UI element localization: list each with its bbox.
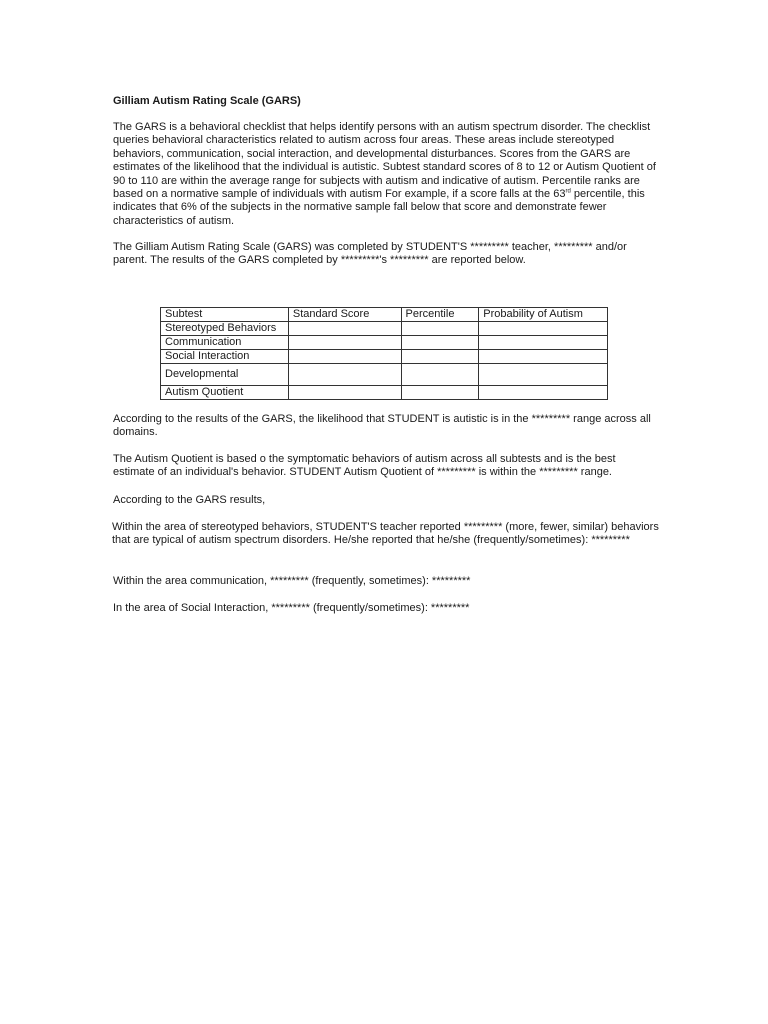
percentile-cell (401, 386, 479, 400)
row-label: Autism Quotient (161, 386, 289, 400)
percentile-cell (401, 322, 479, 336)
communication-paragraph: Within the area communication, ********* (frequently, sometimes): ********* (113, 575, 471, 587)
probability-cell (479, 350, 608, 364)
standard-score-cell (288, 336, 401, 350)
standard-score-cell (288, 350, 401, 364)
standard-score-cell (288, 322, 401, 336)
standard-score-cell (288, 386, 401, 400)
gars-results-table (160, 307, 608, 400)
standard-score-cell (288, 364, 401, 386)
probability-cell (479, 386, 608, 400)
row-label: Social Interaction (161, 350, 289, 364)
according-paragraph: According to the GARS results, (113, 494, 266, 506)
intro-text-continued: percentile, this indicates that 6% of the subjects in the normative sample fall below that score and demonstrate fewer characteristics of autism. (113, 188, 645, 227)
header-standard-score: Standard Score (288, 308, 401, 322)
ordinal-superscript: rd (565, 188, 571, 195)
table-row (161, 386, 608, 400)
header-subtest: Subtest (161, 308, 289, 322)
percentile-cell (401, 364, 479, 386)
document-title: Gilliam Autism Rating Scale (GARS) (113, 95, 301, 107)
table-row (161, 364, 608, 386)
header-probability: Probability of Autism (479, 308, 608, 322)
percentile-cell (401, 336, 479, 350)
header-percentile: Percentile (401, 308, 479, 322)
probability-cell (479, 336, 608, 350)
probability-cell (479, 364, 608, 386)
table-header-row (161, 308, 608, 322)
table-row (161, 322, 608, 336)
row-label: Stereotyped Behaviors (161, 322, 289, 336)
stereotyped-behaviors-paragraph: Within the area of stereotyped behaviors, STUDENT'S teacher reported ********* (more, fewer, similar) behaviors that are typical of autism spectrum disorders. He/she reported that he/she (frequently/sometimes): ********* (112, 521, 659, 547)
likelihood-paragraph: According to the results of the GARS, the likelihood that STUDENT is autistic is in the ********* range across all domains. (113, 413, 651, 439)
autism-quotient-paragraph: The Autism Quotient is based o the symptomatic behaviors of autism across all subtests and is the best estimate of an individual's behavior. STUDENT Autism Quotient of ********* is within the ********* range. (113, 453, 616, 479)
row-label: Developmental (161, 364, 289, 386)
probability-cell (479, 322, 608, 336)
intro-text: The GARS is a behavioral checklist that helps identify persons with an autism spectrum disorder. The checklist queries behavioral characteristics related to autism across four areas. These areas include stereotyped behaviors, communication, social interaction, and developmental disturbances. Scores from the GARS are estimates of the likelihood that the individual is autistic. Subtest standard scores of 8 to 12 or Autism Quotient of 90 to 110 are within the average range for subjects with autism and indicative of autism. Percentile ranks are based on a normative sample of individuals with autism For example, if a score falls at the 63 (113, 121, 656, 201)
table-row (161, 350, 608, 364)
intro-paragraph (113, 121, 658, 228)
table-row (161, 336, 608, 350)
percentile-cell (401, 350, 479, 364)
social-interaction-paragraph: In the area of Social Interaction, ********* (frequently/sometimes): ********* (113, 602, 470, 614)
completed-by-paragraph: The Gilliam Autism Rating Scale (GARS) was completed by STUDENT'S ********* teacher, ********* and/or parent. The results of the GARS completed by *********'s ********* are reported below. (113, 241, 627, 267)
row-label: Communication (161, 336, 289, 350)
